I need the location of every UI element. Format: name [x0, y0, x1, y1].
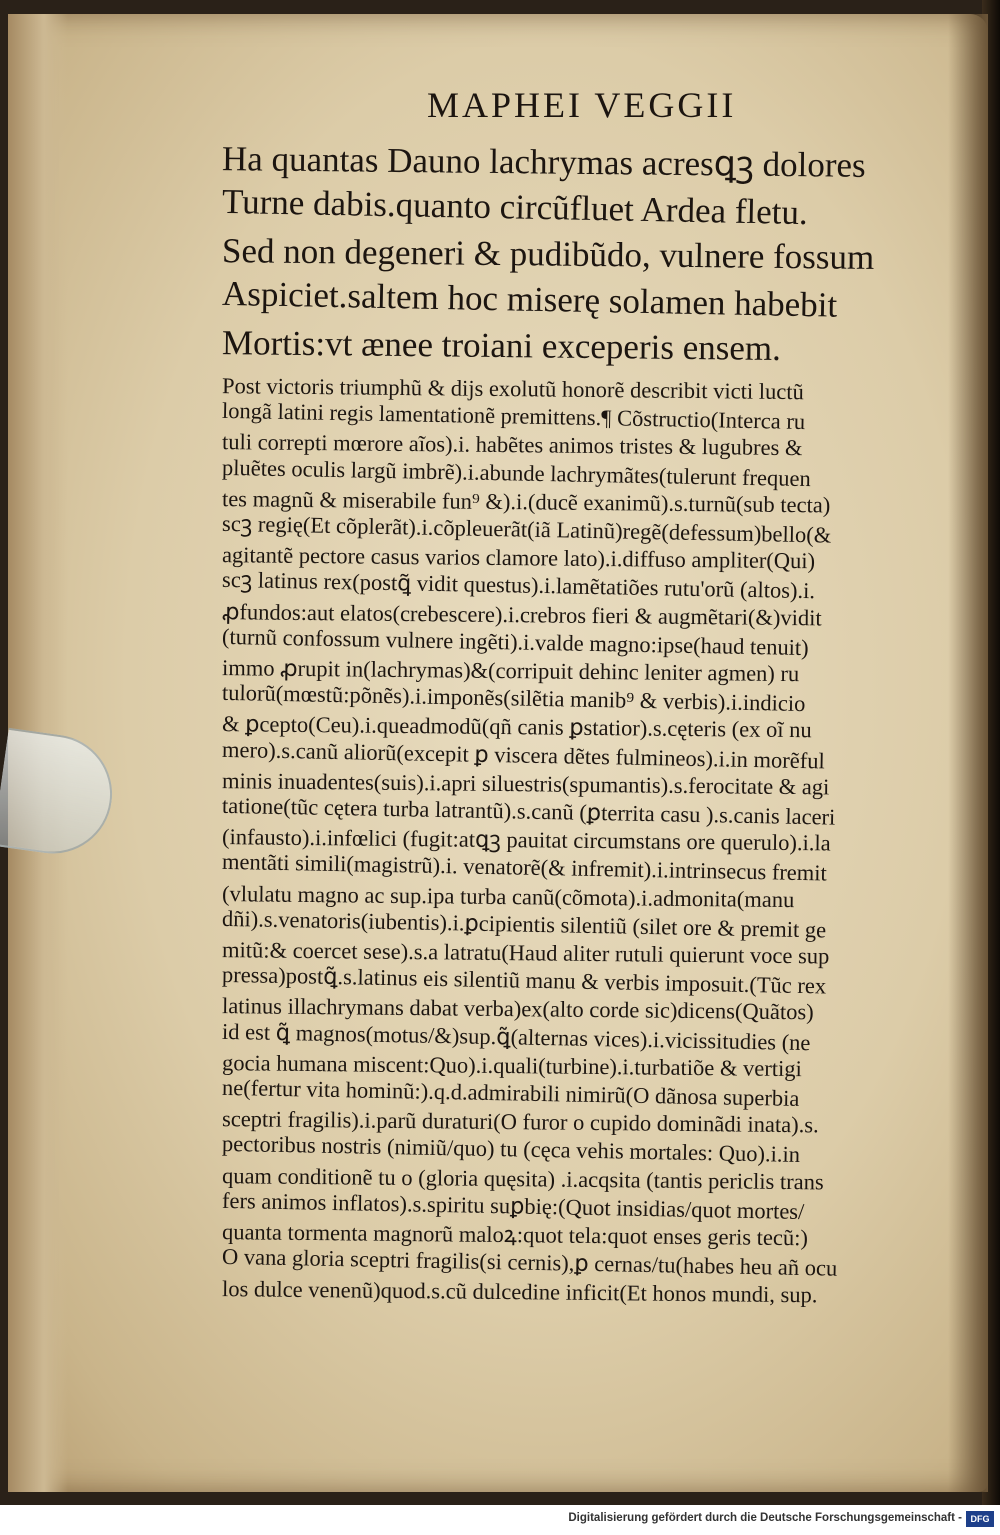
- verse-line: Ha quantas Dauno lachrymas acresꝗꝫ dolores: [221, 139, 866, 185]
- commentary-line: pectoribus nostris (nimiũ/quo) tu (cęca vehis mortales: Quo).i.in: [221, 1131, 801, 1168]
- verse-line: Aspiciet.saltem hoc miserę solamen habebit: [221, 273, 838, 325]
- page-text: [222, 84, 967, 1307]
- commentary-line: mitũ:& coercet sese).s.a latratu(Haud aliter rutuli quierunt voce sup: [221, 937, 830, 969]
- commentary-line: ꝓfundos:aut elatos(crebescere).i.crebros fieri & augmẽtari(&)vidit: [221, 598, 822, 631]
- commentary-line: pressa)postꝗ̃.s.latinus eis silentiũ manu & verbis imposuit.(Tũc rex: [221, 962, 827, 999]
- commentary-line: id est ꝗ̃ magnos(motus/&)sup.ꝗ̃(alternas vices).i.vicissitudies (ne: [221, 1018, 811, 1055]
- commentary-line: tes magnũ & miserabile fun⁹ &).i.(ducẽ exanimũ).s.turnũ(sub tecta): [221, 485, 831, 518]
- commentary-line: O vana gloria sceptri fragilis(si cernis),ꝑ cernas/tu(habes heu añ ocu: [221, 1244, 838, 1281]
- commentary-line: minis inuadentes(suis).i.apri siluestris(spumantis).s.ferocitate & agi: [221, 767, 830, 800]
- commentary-line: immo ꝓrupit in(lachrymas)&(corripuit dehinc leniter agmen) ru: [221, 655, 800, 687]
- running-head: MAPHEI VEGGII: [427, 85, 737, 125]
- verse-line: Sed non degeneri & pudibũdo, vulnere fossum: [221, 231, 875, 277]
- commentary-line: agitantẽ pectore casus varios clamore lato).i.diffuso ampliter(Qui): [221, 542, 816, 574]
- verse-line: Mortis:vt ænee troiani exceperis ensem.: [221, 323, 782, 368]
- verse-line: Turne dabis.quanto circũfluet Ardea fletu.: [221, 181, 809, 233]
- commentary-line: dñi).s.venatoris(iubentis).i.ꝑcipientis silentiũ (silet ore & premit ge: [221, 905, 827, 943]
- commentary-line: latinus illachrymans dabat verba)ex(alto corde sic)dicens(Quãtos): [221, 993, 814, 1025]
- commentary-line: (vlulatu magno ac sup.ipa turba canũ(cõmota).i.admonita(manu: [221, 880, 795, 912]
- commentary-block: [221, 373, 967, 1307]
- commentary-line: tatione(tũc cętera turba latrantũ).s.canũ (ꝑterrita casu ).s.canis laceri: [221, 792, 836, 830]
- commentary-line: ne(fertur vita hominũ:).q.d.admirabili nimirũ(O dãnosa superbia: [221, 1074, 800, 1112]
- commentary-line: Post victoris triumphũ & dijs exolutũ honorẽ describit victi luctũ: [221, 373, 804, 405]
- commentary-line: quanta tormenta magnorũ maloꝝ:quot tela:quot enses geris tecũ:): [221, 1219, 809, 1251]
- commentary-line: tulorũ(mœstũ:põnẽs).i.imponẽs(silẽtia manib⁹ & verbis).i.indicio: [221, 680, 806, 717]
- commentary-line: los dulce venenũ)quod.s.cũ dulcedine inficit(Et honos mundi, sup.: [221, 1275, 818, 1307]
- commentary-line: & ꝑcepto(Ceu).i.queadmodũ(qñ canis ꝑstatior).s.cęteris (ex oĩ nu: [221, 711, 812, 743]
- commentary-line: mero).s.canũ aliorũ(excepit ꝑ viscera dẽtes fulmineos).i.in morẽful: [221, 736, 826, 774]
- commentary-line: tuli correpti mœrore aĩos).i. habẽtes animos tristes & lugubres &: [221, 429, 803, 461]
- footer-bar: [0, 1505, 1000, 1535]
- commentary-line: longã latini regis lamentationẽ premittens.¶ Cõstructio(Interca ru: [221, 398, 806, 435]
- funding-credit: Digitalisierung gefördert durch die Deutsche Forschungsgemeinschaft -: [568, 1512, 962, 1524]
- commentary-line: pluẽtes oculis largũ imbrẽ).i.abunde lachrymãtes(tulerunt frequen: [221, 454, 811, 491]
- commentary-line: (turnũ confossum vulnere ingẽti).i.valde magno:ipse(haud tenuit): [221, 623, 809, 660]
- commentary-line: sceptri fragilis).i.parũ duraturi(O furor o cupido dominãdi inata).s.: [221, 1106, 819, 1138]
- commentary-line: scꝫ latinus rex(postꝗ̃ vidit questus).i.lamẽtatiões rutu'orũ (altos).i.: [221, 567, 816, 604]
- verse-block: [222, 140, 967, 370]
- commentary-line: scꝫ regię(Et cõplerãt).i.cõpleuerãt(iã Latinũ)regẽ(defessum)bello(&: [221, 510, 832, 548]
- commentary-line: (infausto).i.infœlici (fugit:atꝗꝫ pauitat circumstans ore querulo).i.la: [221, 824, 831, 856]
- commentary-line: fers animos inflatos).s.spiritu suꝑbię:(Quot insidias/quot mortes/: [221, 1187, 805, 1224]
- dfg-logo: DFG: [966, 1511, 994, 1527]
- commentary-line: quam conditionẽ tu o (gloria quęsita) .i.acqsita (tantis periclis trans: [221, 1162, 824, 1195]
- commentary-line: gocia humana miscent:Quo).i.quali(turbine).i.turbatiõe & vertigi: [221, 1049, 802, 1082]
- commentary-line: mentãti simili(magistrũ).i. venatorẽ(& infremit).i.intrinsecus fremit: [221, 849, 828, 886]
